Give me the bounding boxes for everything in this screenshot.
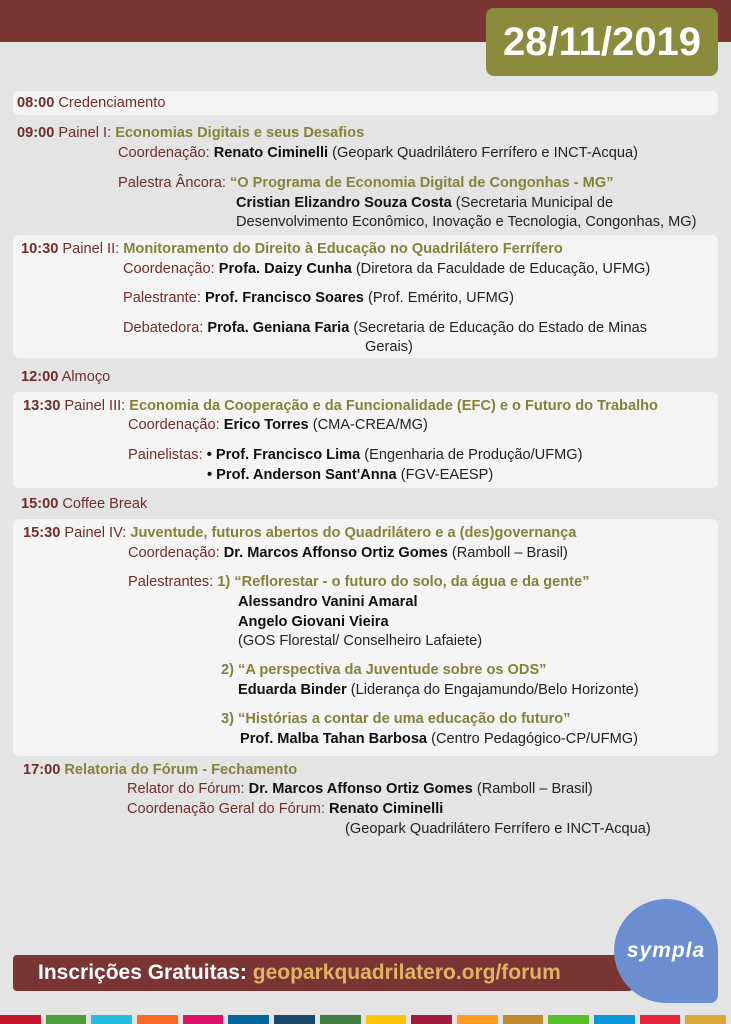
time-label: 08:00 bbox=[17, 95, 55, 111]
person-name: Angelo Giovani Vieira bbox=[238, 614, 389, 630]
role-label: Debatedora: bbox=[123, 320, 204, 336]
ods-color-segment bbox=[0, 1015, 41, 1024]
role-label: Coordenação: bbox=[128, 417, 220, 433]
time-label: 12:00 bbox=[21, 369, 59, 385]
panel-2-debater bbox=[123, 318, 647, 338]
ods-color-segment bbox=[640, 1015, 681, 1024]
person-name: Profa. Geniana Faria bbox=[207, 320, 350, 336]
panel-4-talk-3-speaker bbox=[240, 729, 638, 749]
panel-2-speaker bbox=[123, 288, 514, 308]
panel-title: Juventude, futuros abertos do Quadrilátero e a (des)governança bbox=[130, 525, 577, 541]
ods-color-segment bbox=[548, 1015, 589, 1024]
ods-color-segment bbox=[457, 1015, 498, 1024]
time-label: 17:00 bbox=[23, 762, 61, 778]
panel-label: Painel II: bbox=[62, 241, 120, 257]
person-name: Dr. Marcos Affonso Ortiz Gomes bbox=[248, 781, 473, 797]
schedule-item-1500 bbox=[21, 494, 147, 514]
panel-title: Economia da Cooperação e da Funcionalidade (EFC) e o Futuro do Trabalho bbox=[129, 398, 658, 414]
time-label: 09:00 bbox=[17, 125, 55, 141]
role-label: Coordenação: bbox=[118, 145, 210, 161]
person-name: Renato Ciminelli bbox=[213, 145, 329, 161]
closing-general-coordination bbox=[127, 799, 443, 819]
ods-color-segment bbox=[46, 1015, 87, 1024]
person-name: Alessandro Vanini Amaral bbox=[238, 594, 418, 610]
ods-color-segment bbox=[411, 1015, 452, 1024]
role-label: Coordenação Geral do Fórum: bbox=[127, 801, 325, 817]
affiliation: (GOS Florestal/ Conselheiro Lafaiete) bbox=[238, 633, 483, 649]
panel-4-talk-3: 3) “Histórias a contar de uma educação do futuro” bbox=[221, 711, 571, 727]
role-label: Palestrante: bbox=[123, 290, 201, 306]
ods-color-segment bbox=[91, 1015, 132, 1024]
panel-title: Monitoramento do Direito à Educação no Quadrilátero Ferrífero bbox=[123, 241, 563, 257]
schedule-item-0800 bbox=[17, 93, 165, 113]
affiliation: (Diretora da Faculdade de Educação, UFMG) bbox=[355, 261, 651, 277]
panel-3-panelist-2 bbox=[207, 465, 493, 485]
role-label: Palestra Âncora: bbox=[118, 175, 226, 191]
affiliation-continued: (Geopark Quadrilátero Ferrífero e INCT-Acqua) bbox=[345, 821, 651, 837]
affiliation: (Secretaria de Educação do Estado de Minas bbox=[353, 320, 648, 336]
closing-heading bbox=[23, 760, 297, 780]
panel-4-talk-2-speaker bbox=[238, 680, 639, 700]
ods-color-strip bbox=[0, 1015, 731, 1024]
ods-color-segment bbox=[228, 1015, 269, 1024]
talk-title: 1) “Reflorestar - o futuro do solo, da água e da gente” bbox=[217, 574, 590, 590]
person-name: • Prof. Anderson Sant'Anna bbox=[207, 467, 397, 483]
panel-1-keynote-speaker bbox=[236, 193, 613, 213]
registration-link[interactable]: geoparkquadrilatero.org/forum bbox=[252, 961, 561, 984]
panel-4-coordination bbox=[128, 543, 568, 563]
person-name: Prof. Malba Tahan Barbosa bbox=[240, 731, 428, 747]
talk-title: “O Programa de Economia Digital de Congonhas - MG” bbox=[229, 175, 614, 191]
affiliation: (Ramboll – Brasil) bbox=[476, 781, 593, 797]
person-name: Dr. Marcos Affonso Ortiz Gomes bbox=[223, 545, 448, 561]
item-label: Almoço bbox=[61, 369, 111, 385]
ods-color-segment bbox=[594, 1015, 635, 1024]
registration-label: Inscrições Gratuitas: bbox=[38, 961, 247, 984]
panel-3-coordination bbox=[128, 415, 428, 435]
registration-banner bbox=[13, 955, 633, 991]
panel-1-heading bbox=[17, 123, 364, 143]
panel-4-talk-2: 2) “A perspectiva da Juventude sobre os ODS” bbox=[221, 662, 547, 678]
panel-title: Economias Digitais e seus Desafios bbox=[115, 125, 365, 141]
panel-2-heading bbox=[21, 239, 563, 259]
affiliation: (FGV-EAESP) bbox=[400, 467, 494, 483]
affiliation: (Centro Pedagógico-CP/UFMG) bbox=[431, 731, 638, 747]
person-name: Profa. Daizy Cunha bbox=[218, 261, 352, 277]
ods-color-segment bbox=[320, 1015, 361, 1024]
item-label: Credenciamento bbox=[58, 95, 166, 111]
panel-4-talk-1 bbox=[128, 572, 589, 592]
person-name: Erico Torres bbox=[223, 417, 309, 433]
affiliation-continued: Desenvolvimento Econômico, Inovação e Tecnologia, Congonhas, MG) bbox=[236, 214, 697, 230]
affiliation: (Ramboll – Brasil) bbox=[451, 545, 568, 561]
affiliation: (Prof. Emérito, UFMG) bbox=[368, 290, 514, 306]
closing-rapporteur bbox=[127, 779, 593, 799]
affiliation: (Secretaria Municipal de bbox=[455, 195, 614, 211]
time-label: 15:00 bbox=[21, 496, 59, 512]
affiliation: (Geopark Quadrilátero Ferrífero e INCT-Acqua) bbox=[332, 145, 638, 161]
panel-title: Relatoria do Fórum - Fechamento bbox=[64, 762, 298, 778]
affiliation-continued: Gerais) bbox=[365, 339, 413, 355]
time-label: 15:30 bbox=[23, 525, 61, 541]
person-name: Cristian Elizandro Souza Costa bbox=[236, 195, 452, 211]
ods-color-segment bbox=[366, 1015, 407, 1024]
person-name: Prof. Francisco Soares bbox=[204, 290, 364, 306]
panel-label: Painel IV: bbox=[64, 525, 127, 541]
affiliation: (Engenharia de Produção/UFMG) bbox=[364, 447, 583, 463]
time-label: 10:30 bbox=[21, 241, 59, 257]
panel-1-coordination bbox=[118, 143, 638, 163]
panel-2-coordination bbox=[123, 259, 650, 279]
panel-4-heading bbox=[23, 523, 576, 543]
time-label: 13:30 bbox=[23, 398, 61, 414]
role-label: Palestrantes: bbox=[128, 574, 214, 590]
panel-1-keynote bbox=[118, 173, 614, 193]
person-name: Renato Ciminelli bbox=[329, 801, 444, 817]
role-label: Painelistas: bbox=[128, 447, 203, 463]
role-label: Coordenação: bbox=[123, 261, 215, 277]
affiliation: (Liderança do Engajamundo/Belo Horizonte) bbox=[350, 682, 639, 698]
item-label: Coffee Break bbox=[62, 496, 148, 512]
ods-color-segment bbox=[183, 1015, 224, 1024]
person-name: • Prof. Francisco Lima bbox=[206, 447, 361, 463]
affiliation: (CMA-CREA/MG) bbox=[312, 417, 428, 433]
role-label: Coordenação: bbox=[128, 545, 220, 561]
role-label: Relator do Fórum: bbox=[127, 781, 245, 797]
panel-label: Painel III: bbox=[64, 398, 126, 414]
person-name: Eduarda Binder bbox=[238, 682, 347, 698]
panel-label: Painel I: bbox=[58, 125, 112, 141]
schedule-item-1200 bbox=[21, 367, 110, 387]
ods-color-segment bbox=[274, 1015, 315, 1024]
ods-color-segment bbox=[503, 1015, 544, 1024]
sympla-logo: sympla bbox=[614, 899, 718, 1003]
panel-3-panelist-1 bbox=[128, 445, 583, 465]
ods-color-segment bbox=[685, 1015, 726, 1024]
ods-color-segment bbox=[137, 1015, 178, 1024]
date-badge: 28/11/2019 bbox=[486, 8, 718, 76]
panel-3-heading bbox=[23, 396, 658, 416]
